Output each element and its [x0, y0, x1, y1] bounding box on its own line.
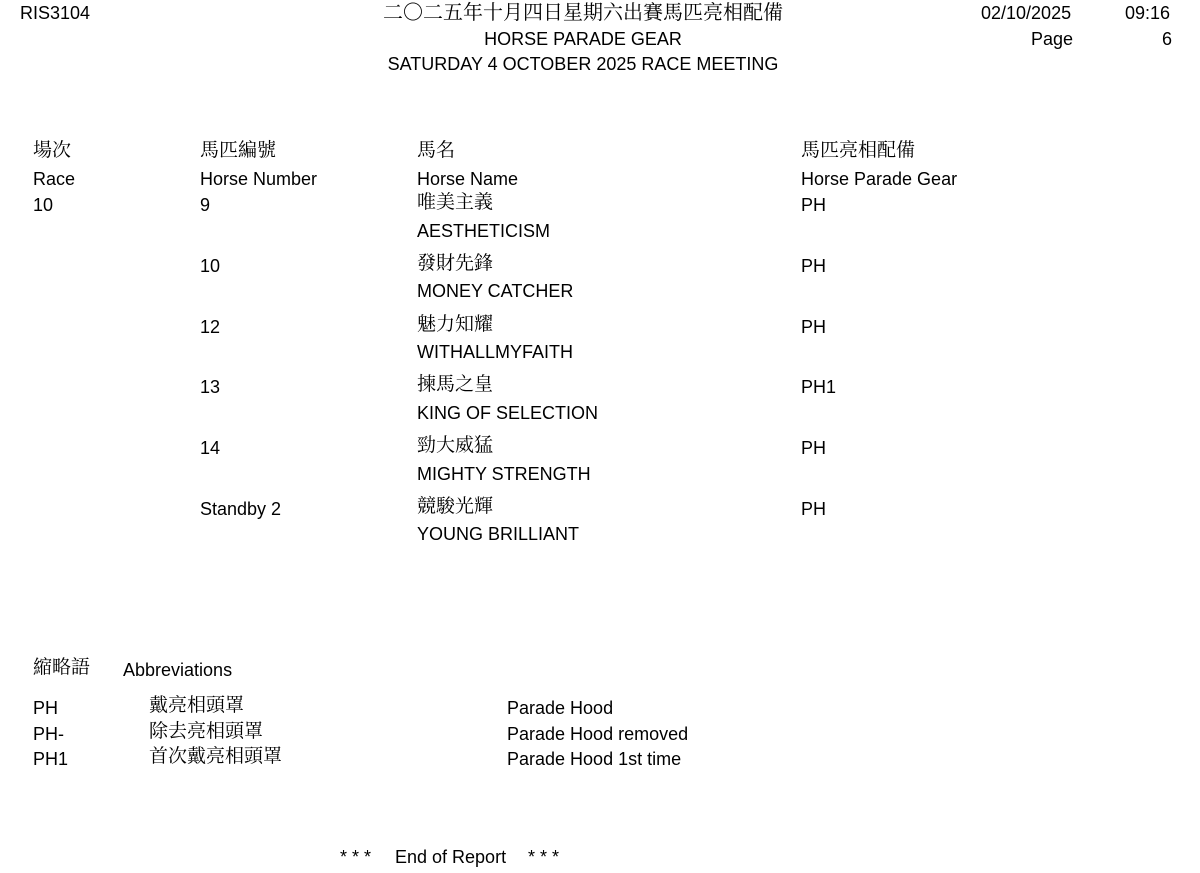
- col-name-en: Horse Name: [417, 169, 519, 189]
- race-number: 10: [33, 195, 54, 215]
- horse-name-zh: 發財先鋒: [417, 252, 494, 274]
- horse-name-zh: 競駿光輝: [417, 495, 494, 517]
- horse-number: Standby 2: [200, 499, 282, 519]
- horse-gear: PH: [801, 256, 827, 276]
- report-time: 09:16: [1124, 3, 1170, 23]
- col-race-en: Race: [33, 169, 76, 189]
- horse-name-en: MIGHTY STRENGTH: [417, 464, 591, 484]
- horse-name-en: MONEY CATCHER: [417, 281, 574, 301]
- abbreviations-heading-zh: 縮略語: [33, 656, 91, 678]
- horse-number: 9: [200, 195, 211, 215]
- col-gear-en: Horse Parade Gear: [801, 169, 958, 189]
- horse-name-zh: 唯美主義: [417, 191, 494, 213]
- abbreviation-en: Parade Hood 1st time: [507, 749, 682, 769]
- abbreviation-en: Parade Hood: [507, 698, 614, 718]
- abbreviation-en: Parade Hood removed: [507, 724, 689, 744]
- horse-name-zh: 勁大威猛: [417, 434, 494, 456]
- horse-name-zh: 魅力知耀: [417, 313, 494, 335]
- horse-name-zh: 揀馬之皇: [417, 373, 494, 395]
- report-title-zh: 二〇二五年十月四日星期六出賽馬匹亮相配備: [383, 0, 783, 24]
- footer-end-text: End of Report: [395, 847, 507, 867]
- horse-gear: PH: [801, 317, 827, 337]
- abbreviation-code: PH-: [33, 724, 64, 744]
- col-gear-zh: 馬匹亮相配備: [801, 139, 916, 161]
- horse-number: 10: [200, 256, 221, 276]
- horse-gear: PH: [801, 195, 827, 215]
- horse-gear: PH1: [801, 377, 837, 397]
- abbreviation-zh: 戴亮相頭罩: [149, 694, 245, 716]
- horse-number: 14: [200, 438, 221, 458]
- abbreviation-code: PH: [33, 698, 59, 718]
- horse-number: 12: [200, 317, 221, 337]
- footer-stars-right: * * *: [528, 847, 560, 867]
- abbreviation-code: PH1: [33, 749, 69, 769]
- horse-name-en: KING OF SELECTION: [417, 403, 599, 423]
- report-date: 02/10/2025: [981, 3, 1072, 23]
- report-subtitle: SATURDAY 4 OCTOBER 2025 RACE MEETING: [387, 54, 779, 74]
- horse-name-en: WITHALLMYFAITH: [417, 342, 574, 362]
- horse-name-en: AESTHETICISM: [417, 221, 551, 241]
- footer-stars-left: * * *: [340, 847, 372, 867]
- horse-number: 13: [200, 377, 221, 397]
- col-race-zh: 場次: [33, 139, 72, 161]
- report-title-en: HORSE PARADE GEAR: [484, 29, 682, 49]
- report-id: RIS3104: [20, 3, 91, 23]
- horse-gear: PH: [801, 438, 827, 458]
- col-number-zh: 馬匹編號: [200, 139, 277, 161]
- horse-name-en: YOUNG BRILLIANT: [417, 524, 580, 544]
- col-name-zh: 馬名: [417, 139, 456, 161]
- abbreviation-zh: 除去亮相頭罩: [149, 720, 264, 742]
- horse-gear: PH: [801, 499, 827, 519]
- page-label: Page: [1031, 29, 1074, 49]
- col-number-en: Horse Number: [200, 169, 318, 189]
- abbreviations-heading-en: Abbreviations: [123, 660, 233, 680]
- abbreviation-zh: 首次戴亮相頭罩: [149, 745, 283, 767]
- page-number: 6: [1161, 29, 1172, 49]
